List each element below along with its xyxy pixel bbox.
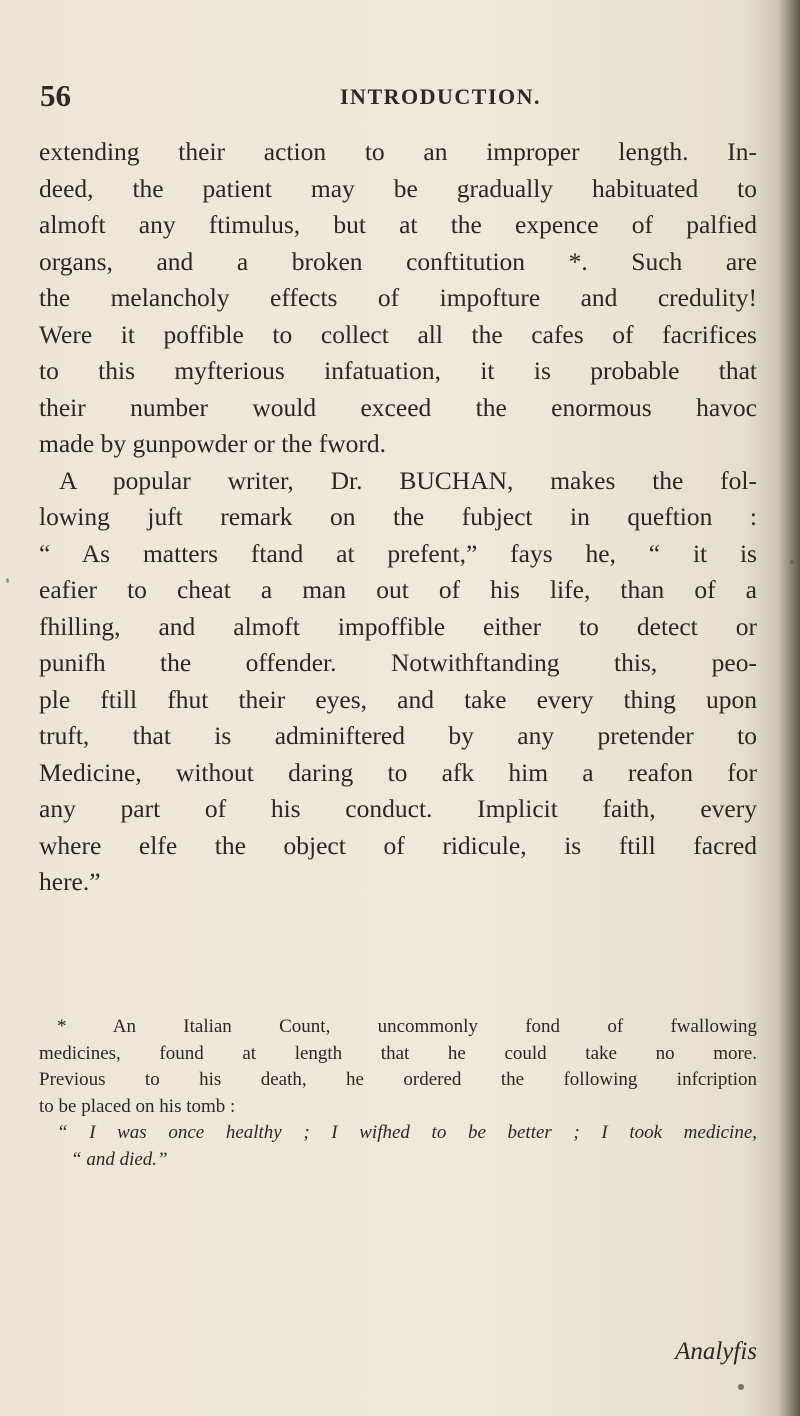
body-line: punifh the offender. Notwithftanding this, peo-: [39, 648, 757, 677]
body-line: their number would exceed the enormous havoc: [39, 392, 757, 422]
body-line: eafier to cheat a man out of his life, than of a: [39, 575, 757, 604]
page-number: 56: [40, 78, 71, 113]
body-line: truft, that is adminiftered by any pretender to: [39, 721, 757, 750]
footnote-line: Previous to his death, he ordered the following infcription: [39, 1069, 757, 1090]
running-head: [40, 78, 780, 118]
body-line: “ As matters ftand at prefent,” fays he, “ it is: [39, 538, 757, 568]
section-title: INTRODUCTION.: [340, 84, 542, 109]
body-text: [39, 134, 757, 901]
body-line: A popular writer, Dr. BUCHAN, makes the fol-: [59, 465, 757, 495]
footnote-line: * An Italian Count, uncommonly fond of fwallowing: [57, 1016, 757, 1037]
page-gutter-shadow: [778, 0, 800, 1416]
catchword: Analyfis: [675, 1338, 757, 1365]
footnote: [39, 1014, 757, 1173]
body-line: here.”: [39, 867, 101, 896]
body-line: made by gunpowder or the fword.: [39, 429, 386, 458]
body-line: lowing juft remark on the fubject in queftion :: [39, 502, 757, 531]
body-line: where elfe the object of ridicule, is ftill facred: [39, 830, 757, 860]
footnote-line: to be placed on his tomb :: [39, 1095, 236, 1117]
body-line: any part of his conduct. Implicit faith, every: [39, 794, 757, 823]
footnote-epitaph-line: “ I was once healthy ; I wifhed to be better ; I took medicine,: [57, 1122, 757, 1143]
body-line: organs, and a broken conftitution *. Such are: [39, 246, 757, 276]
paper-speck: [738, 1384, 744, 1390]
footnote-epitaph-line: “ and died.”: [71, 1148, 168, 1170]
body-line: extending their action to an improper length. In-: [39, 137, 757, 166]
paper-speck: [790, 560, 794, 564]
body-line: Medicine, without daring to afk him a reafon for: [39, 757, 757, 787]
body-line: almoft any ftimulus, but at the expence of palfied: [39, 210, 757, 239]
body-line: fhilling, and almoft impoffible either to detect or: [39, 611, 757, 641]
paper-speck: [6, 578, 9, 583]
body-line: Were it poffible to collect all the cafes of facrifices: [39, 319, 757, 349]
body-line: to this myfterious infatuation, it is probable that: [39, 356, 757, 385]
body-line: deed, the patient may be gradually habituated to: [39, 173, 757, 203]
footnote-line: medicines, found at length that he could take no more.: [39, 1042, 757, 1064]
body-line: the melancholy effects of impofture and credulity!: [39, 283, 757, 312]
body-line: ple ftill fhut their eyes, and take every thing upon: [39, 684, 757, 714]
